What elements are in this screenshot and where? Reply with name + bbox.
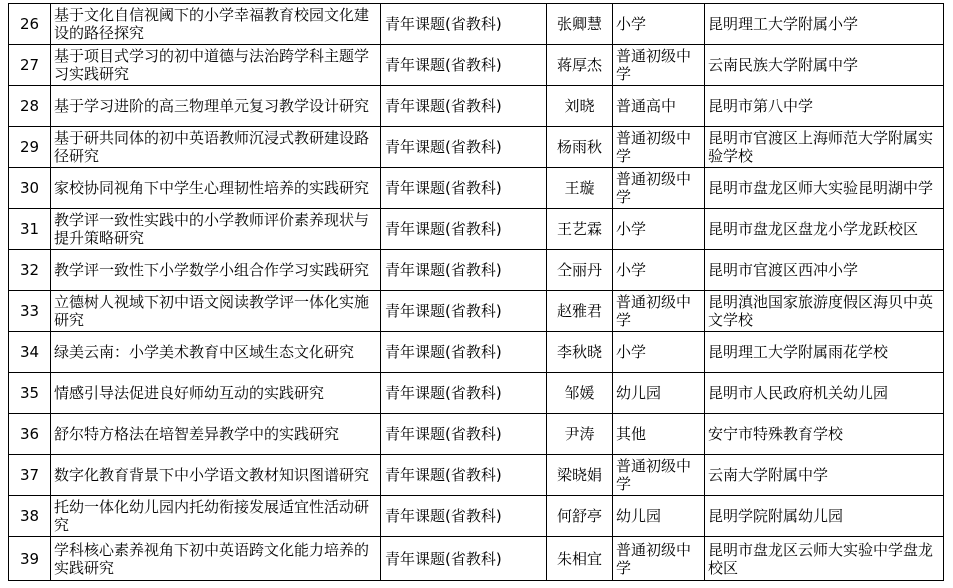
applicant-name: 尹涛 (547, 414, 613, 455)
school-level: 普通初级中学 (613, 537, 705, 581)
row-number: 38 (9, 496, 51, 537)
row-number: 35 (9, 373, 51, 414)
school-level: 幼儿园 (613, 496, 705, 537)
project-category: 青年课题(省教科) (381, 45, 547, 86)
table-row (9, 373, 944, 414)
row-number: 28 (9, 86, 51, 127)
school-unit: 昆明市第八中学 (705, 86, 944, 127)
row-number: 27 (9, 45, 51, 86)
school-level: 普通高中 (613, 86, 705, 127)
table-row (9, 537, 944, 581)
project-category: 青年课题(省教科) (381, 291, 547, 332)
project-title: 数字化教育背景下中小学语文教材知识图谱研究 (51, 455, 381, 496)
project-category: 青年课题(省教科) (381, 127, 547, 168)
project-category: 青年课题(省教科) (381, 537, 547, 581)
school-unit: 昆明市盘龙区云师大实验中学盘龙校区 (705, 537, 944, 581)
row-number: 32 (9, 250, 51, 291)
table-row (9, 332, 944, 373)
school-unit: 云南民族大学附属中学 (705, 45, 944, 86)
school-unit: 昆明理工大学附属雨花学校 (705, 332, 944, 373)
applicant-name: 蒋厚杰 (547, 45, 613, 86)
applicant-name: 王艺霖 (547, 209, 613, 250)
table-row (9, 168, 944, 209)
applicant-name: 杨雨秋 (547, 127, 613, 168)
project-title: 立德树人视域下初中语文阅读教学评一体化实施研究 (51, 291, 381, 332)
table-row (9, 291, 944, 332)
school-unit: 昆明市盘龙区盘龙小学龙跃校区 (705, 209, 944, 250)
school-unit: 昆明市人民政府机关幼儿园 (705, 373, 944, 414)
project-table (8, 3, 944, 581)
table-row (9, 496, 944, 537)
project-title: 家校协同视角下中学生心理韧性培养的实践研究 (51, 168, 381, 209)
project-title: 托幼一体化幼儿园内托幼衔接发展适宜性活动研究 (51, 496, 381, 537)
table-row (9, 209, 944, 250)
project-category: 青年课题(省教科) (381, 168, 547, 209)
applicant-name: 李秋晓 (547, 332, 613, 373)
school-level: 小学 (613, 250, 705, 291)
school-unit: 昆明滇池国家旅游度假区海贝中英文学校 (705, 291, 944, 332)
project-title: 教学评一致性实践中的小学教师评价素养现状与提升策略研究 (51, 209, 381, 250)
school-level: 普通初级中学 (613, 291, 705, 332)
project-title: 基于研共同体的初中英语教师沉浸式教研建设路径研究 (51, 127, 381, 168)
project-title: 绿美云南：小学美术教育中区域生态文化研究 (51, 332, 381, 373)
row-number: 26 (9, 4, 51, 45)
applicant-name: 张卿慧 (547, 4, 613, 45)
applicant-name: 朱相宜 (547, 537, 613, 581)
school-level: 小学 (613, 4, 705, 45)
school-level: 普通初级中学 (613, 127, 705, 168)
project-title: 基于项目式学习的初中道德与法治跨学科主题学习实践研究 (51, 45, 381, 86)
school-level: 小学 (613, 332, 705, 373)
table-body (9, 4, 944, 581)
applicant-name: 赵雅君 (547, 291, 613, 332)
project-title: 基于学习进阶的高三物理单元复习教学设计研究 (51, 86, 381, 127)
project-title: 情感引导法促进良好师幼互动的实践研究 (51, 373, 381, 414)
project-category: 青年课题(省教科) (381, 496, 547, 537)
table-row (9, 127, 944, 168)
applicant-name: 梁晓娟 (547, 455, 613, 496)
project-category: 青年课题(省教科) (381, 373, 547, 414)
project-title: 基于文化自信视阈下的小学幸福教育校园文化建设的路径探究 (51, 4, 381, 45)
row-number: 39 (9, 537, 51, 581)
school-level: 其他 (613, 414, 705, 455)
row-number: 29 (9, 127, 51, 168)
applicant-name: 仝丽丹 (547, 250, 613, 291)
project-category: 青年课题(省教科) (381, 455, 547, 496)
row-number: 30 (9, 168, 51, 209)
table-row (9, 86, 944, 127)
row-number: 37 (9, 455, 51, 496)
project-title: 教学评一致性下小学数学小组合作学习实践研究 (51, 250, 381, 291)
school-unit: 昆明理工大学附属小学 (705, 4, 944, 45)
school-unit: 安宁市特殊教育学校 (705, 414, 944, 455)
project-title: 舒尔特方格法在培智差异教学中的实践研究 (51, 414, 381, 455)
school-level: 小学 (613, 209, 705, 250)
project-title: 学科核心素养视角下初中英语跨文化能力培养的实践研究 (51, 537, 381, 581)
table-row (9, 455, 944, 496)
applicant-name: 邹媛 (547, 373, 613, 414)
project-category: 青年课题(省教科) (381, 86, 547, 127)
project-category: 青年课题(省教科) (381, 414, 547, 455)
project-category: 青年课题(省教科) (381, 250, 547, 291)
applicant-name: 王璇 (547, 168, 613, 209)
school-unit: 昆明市官渡区上海师范大学附属实验学校 (705, 127, 944, 168)
table-row (9, 45, 944, 86)
table-row (9, 4, 944, 45)
applicant-name: 何舒亭 (547, 496, 613, 537)
school-unit: 昆明市官渡区西冲小学 (705, 250, 944, 291)
school-level: 幼儿园 (613, 373, 705, 414)
table-row (9, 414, 944, 455)
table-row (9, 250, 944, 291)
school-unit: 云南大学附属中学 (705, 455, 944, 496)
row-number: 33 (9, 291, 51, 332)
row-number: 31 (9, 209, 51, 250)
project-category: 青年课题(省教科) (381, 209, 547, 250)
row-number: 34 (9, 332, 51, 373)
row-number: 36 (9, 414, 51, 455)
project-category: 青年课题(省教科) (381, 4, 547, 45)
school-level: 普通初级中学 (613, 168, 705, 209)
applicant-name: 刘晓 (547, 86, 613, 127)
school-level: 普通初级中学 (613, 45, 705, 86)
school-unit: 昆明市盘龙区师大实验昆明湖中学 (705, 168, 944, 209)
project-category: 青年课题(省教科) (381, 332, 547, 373)
school-level: 普通初级中学 (613, 455, 705, 496)
school-unit: 昆明学院附属幼儿园 (705, 496, 944, 537)
